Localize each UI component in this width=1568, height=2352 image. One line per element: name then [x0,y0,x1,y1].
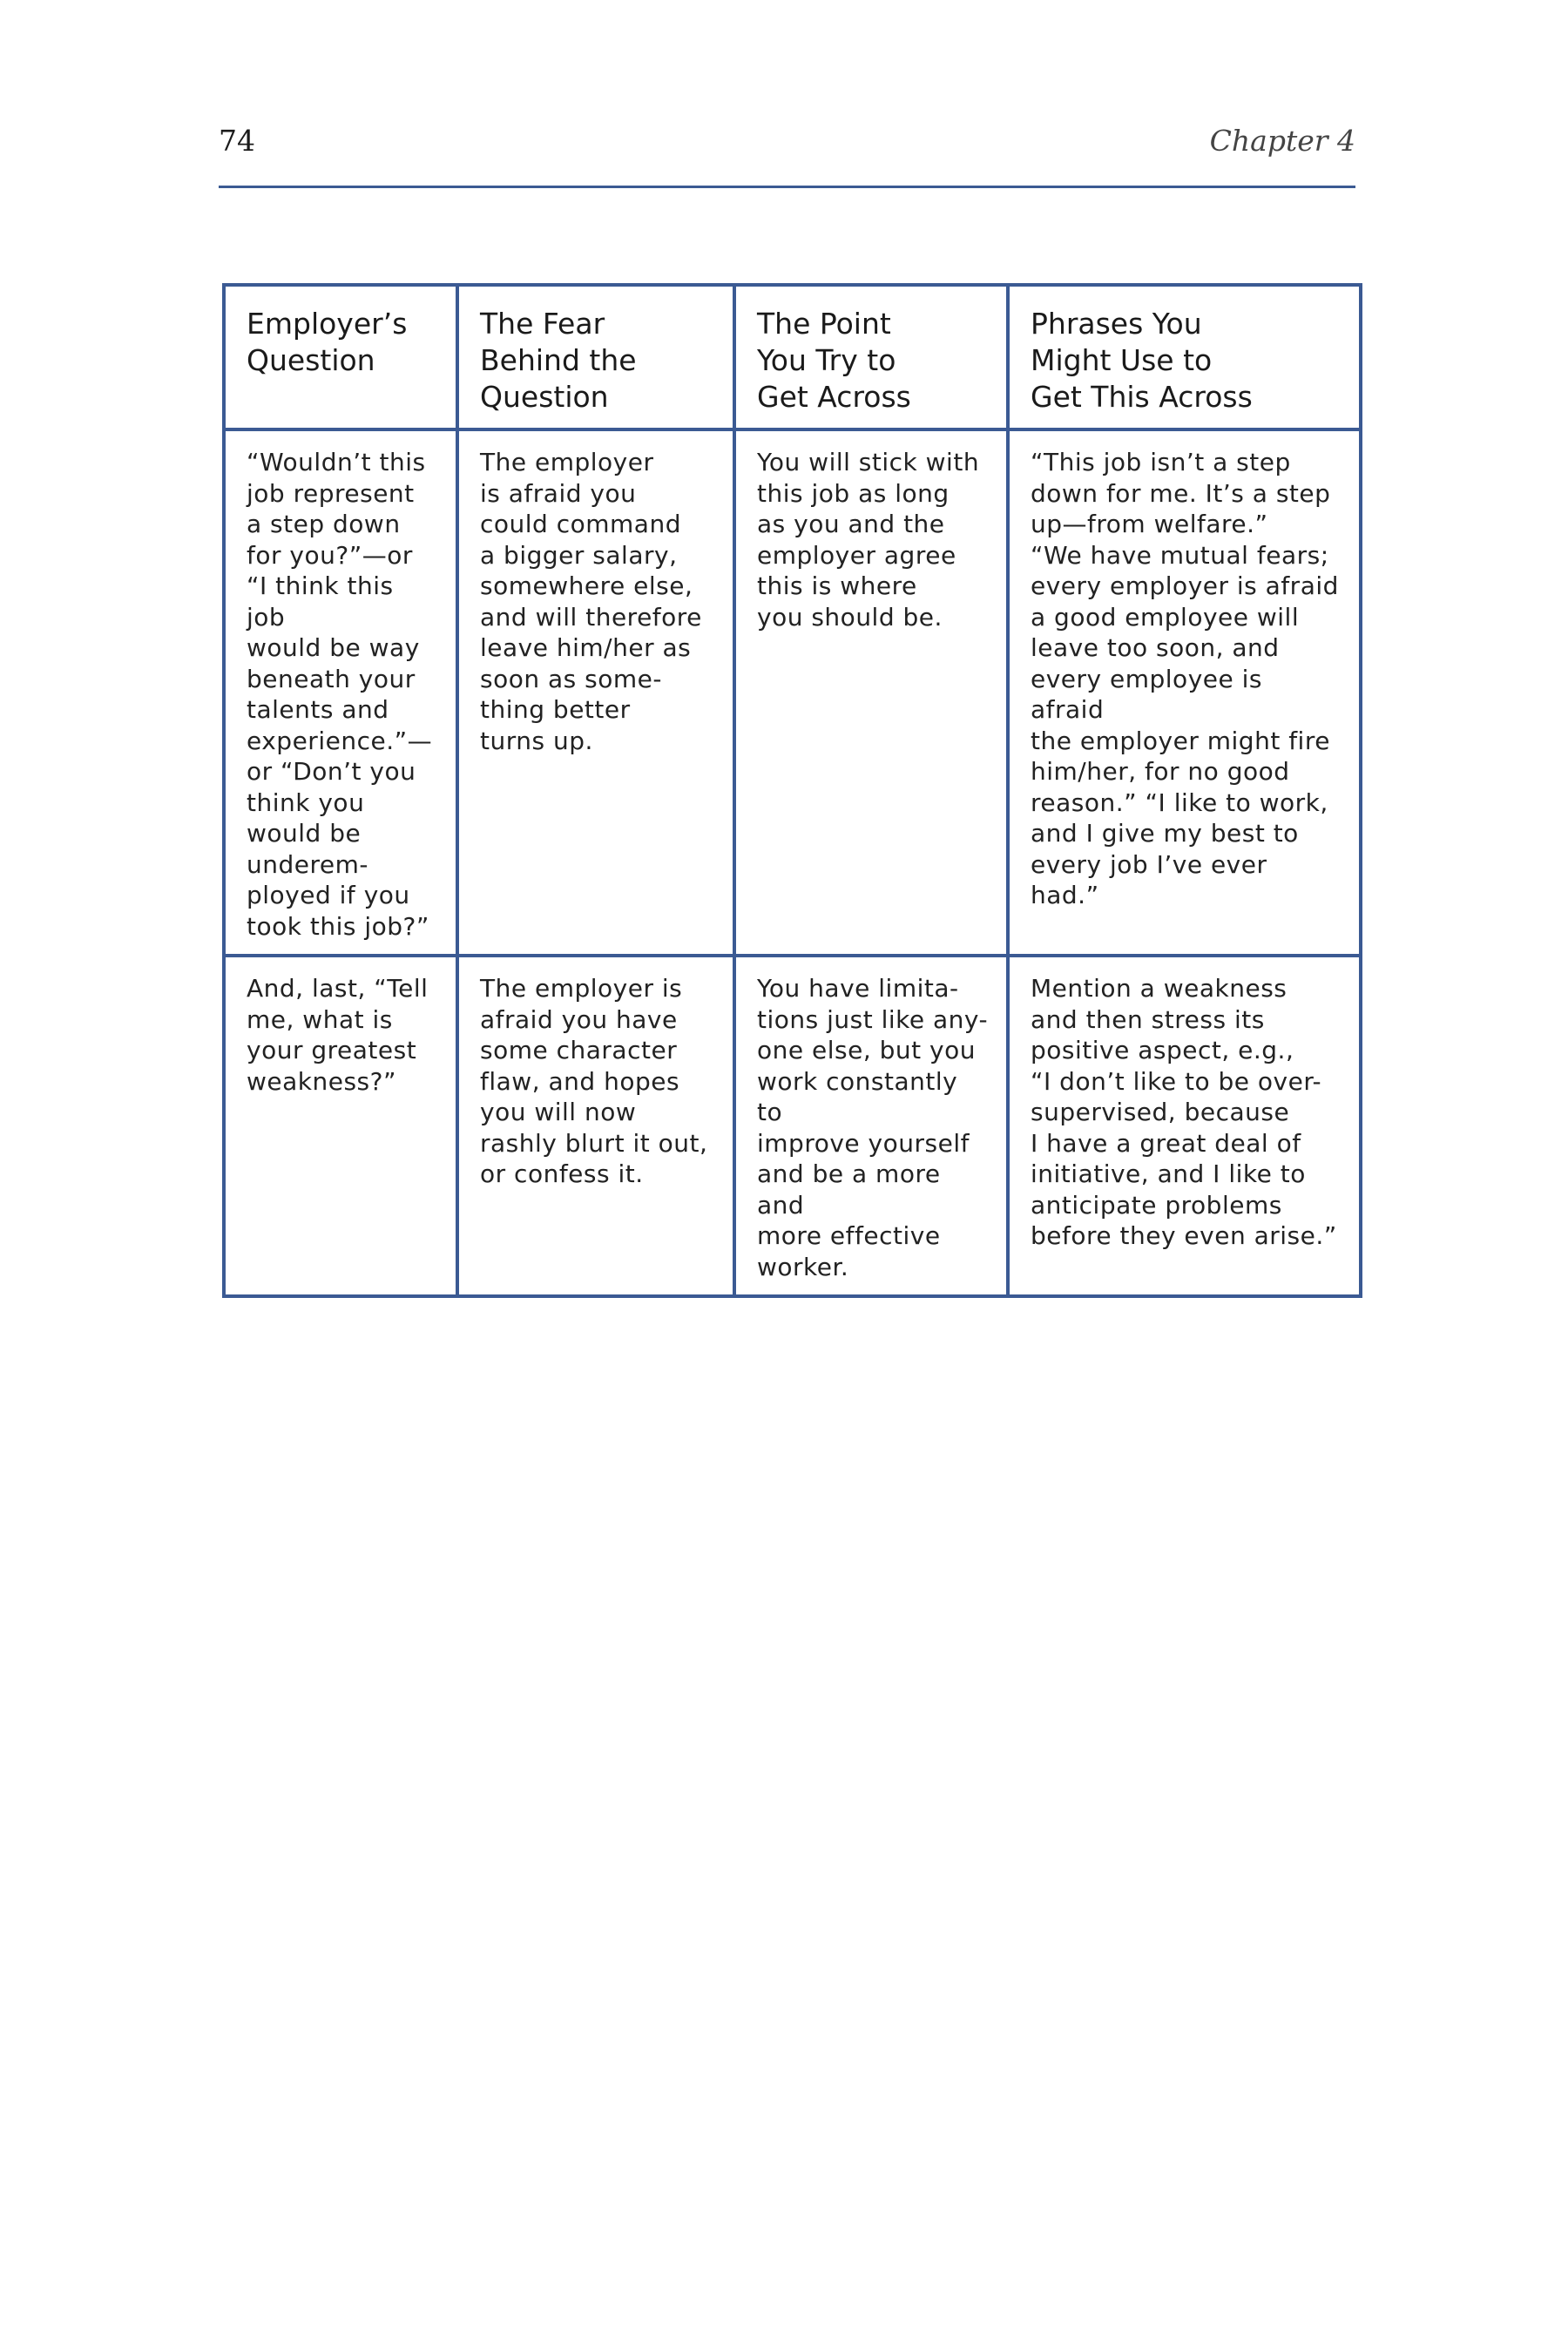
table-cell: The employer is afraid you have some character flaw, and hopes you will now rashly blurt it out, or confess it. [457,956,734,1296]
column-header-fear-behind-question: The Fear Behind the Question [457,285,734,429]
page-number: 74 [219,124,255,158]
table-cell: Mention a weakness and then stress its positive aspect, e.g., “I don’t like to be over- supervised, because I have a great deal of initiative, and I like to anticipate problems before they even arise.” [1008,956,1361,1296]
interview-table-container [222,283,1359,1298]
table-cell: The employer is afraid you could command a bigger salary, somewhere else, and will therefore leave him/her as soon as some- thing better turns up. [457,429,734,956]
table-cell: You have limita- tions just like any- one else, but you work constantly to improve yourself and be a more and more effective worker. [734,956,1008,1296]
table-row [224,956,1361,1296]
column-header-phrases-to-use: Phrases You Might Use to Get This Across [1008,285,1361,429]
table-cell: “This job isn’t a step down for me. It’s a step up—from welfare.” “We have mutual fears; every employer is afraid a good employee will leave too soon, and every employee is afraid the employer might fire him/her, for no good reason.” “I like to work, and I give my best to every job I’ve ever had.” [1008,429,1361,956]
table-header-row [224,285,1361,429]
header-rule [219,186,1355,188]
page-header [219,122,1355,166]
column-header-point-to-get-across: The Point You Try to Get Across [734,285,1008,429]
table-cell: “Wouldn’t this job represent a step down for you?”—or “I think this job would be way beneath your talents and experience.”— or “Don’t you think you would be underem- ployed if you took this job?” [224,429,457,956]
table-row [224,429,1361,956]
running-head: Chapter 4 [1209,124,1355,158]
table-cell: You will stick with this job as long as you and the employer agree this is where you should be. [734,429,1008,956]
column-header-employers-question: Employer’s Question [224,285,457,429]
interview-questions-table [222,283,1362,1298]
table-cell: And, last, “Tell me, what is your greatest weakness?” [224,956,457,1296]
